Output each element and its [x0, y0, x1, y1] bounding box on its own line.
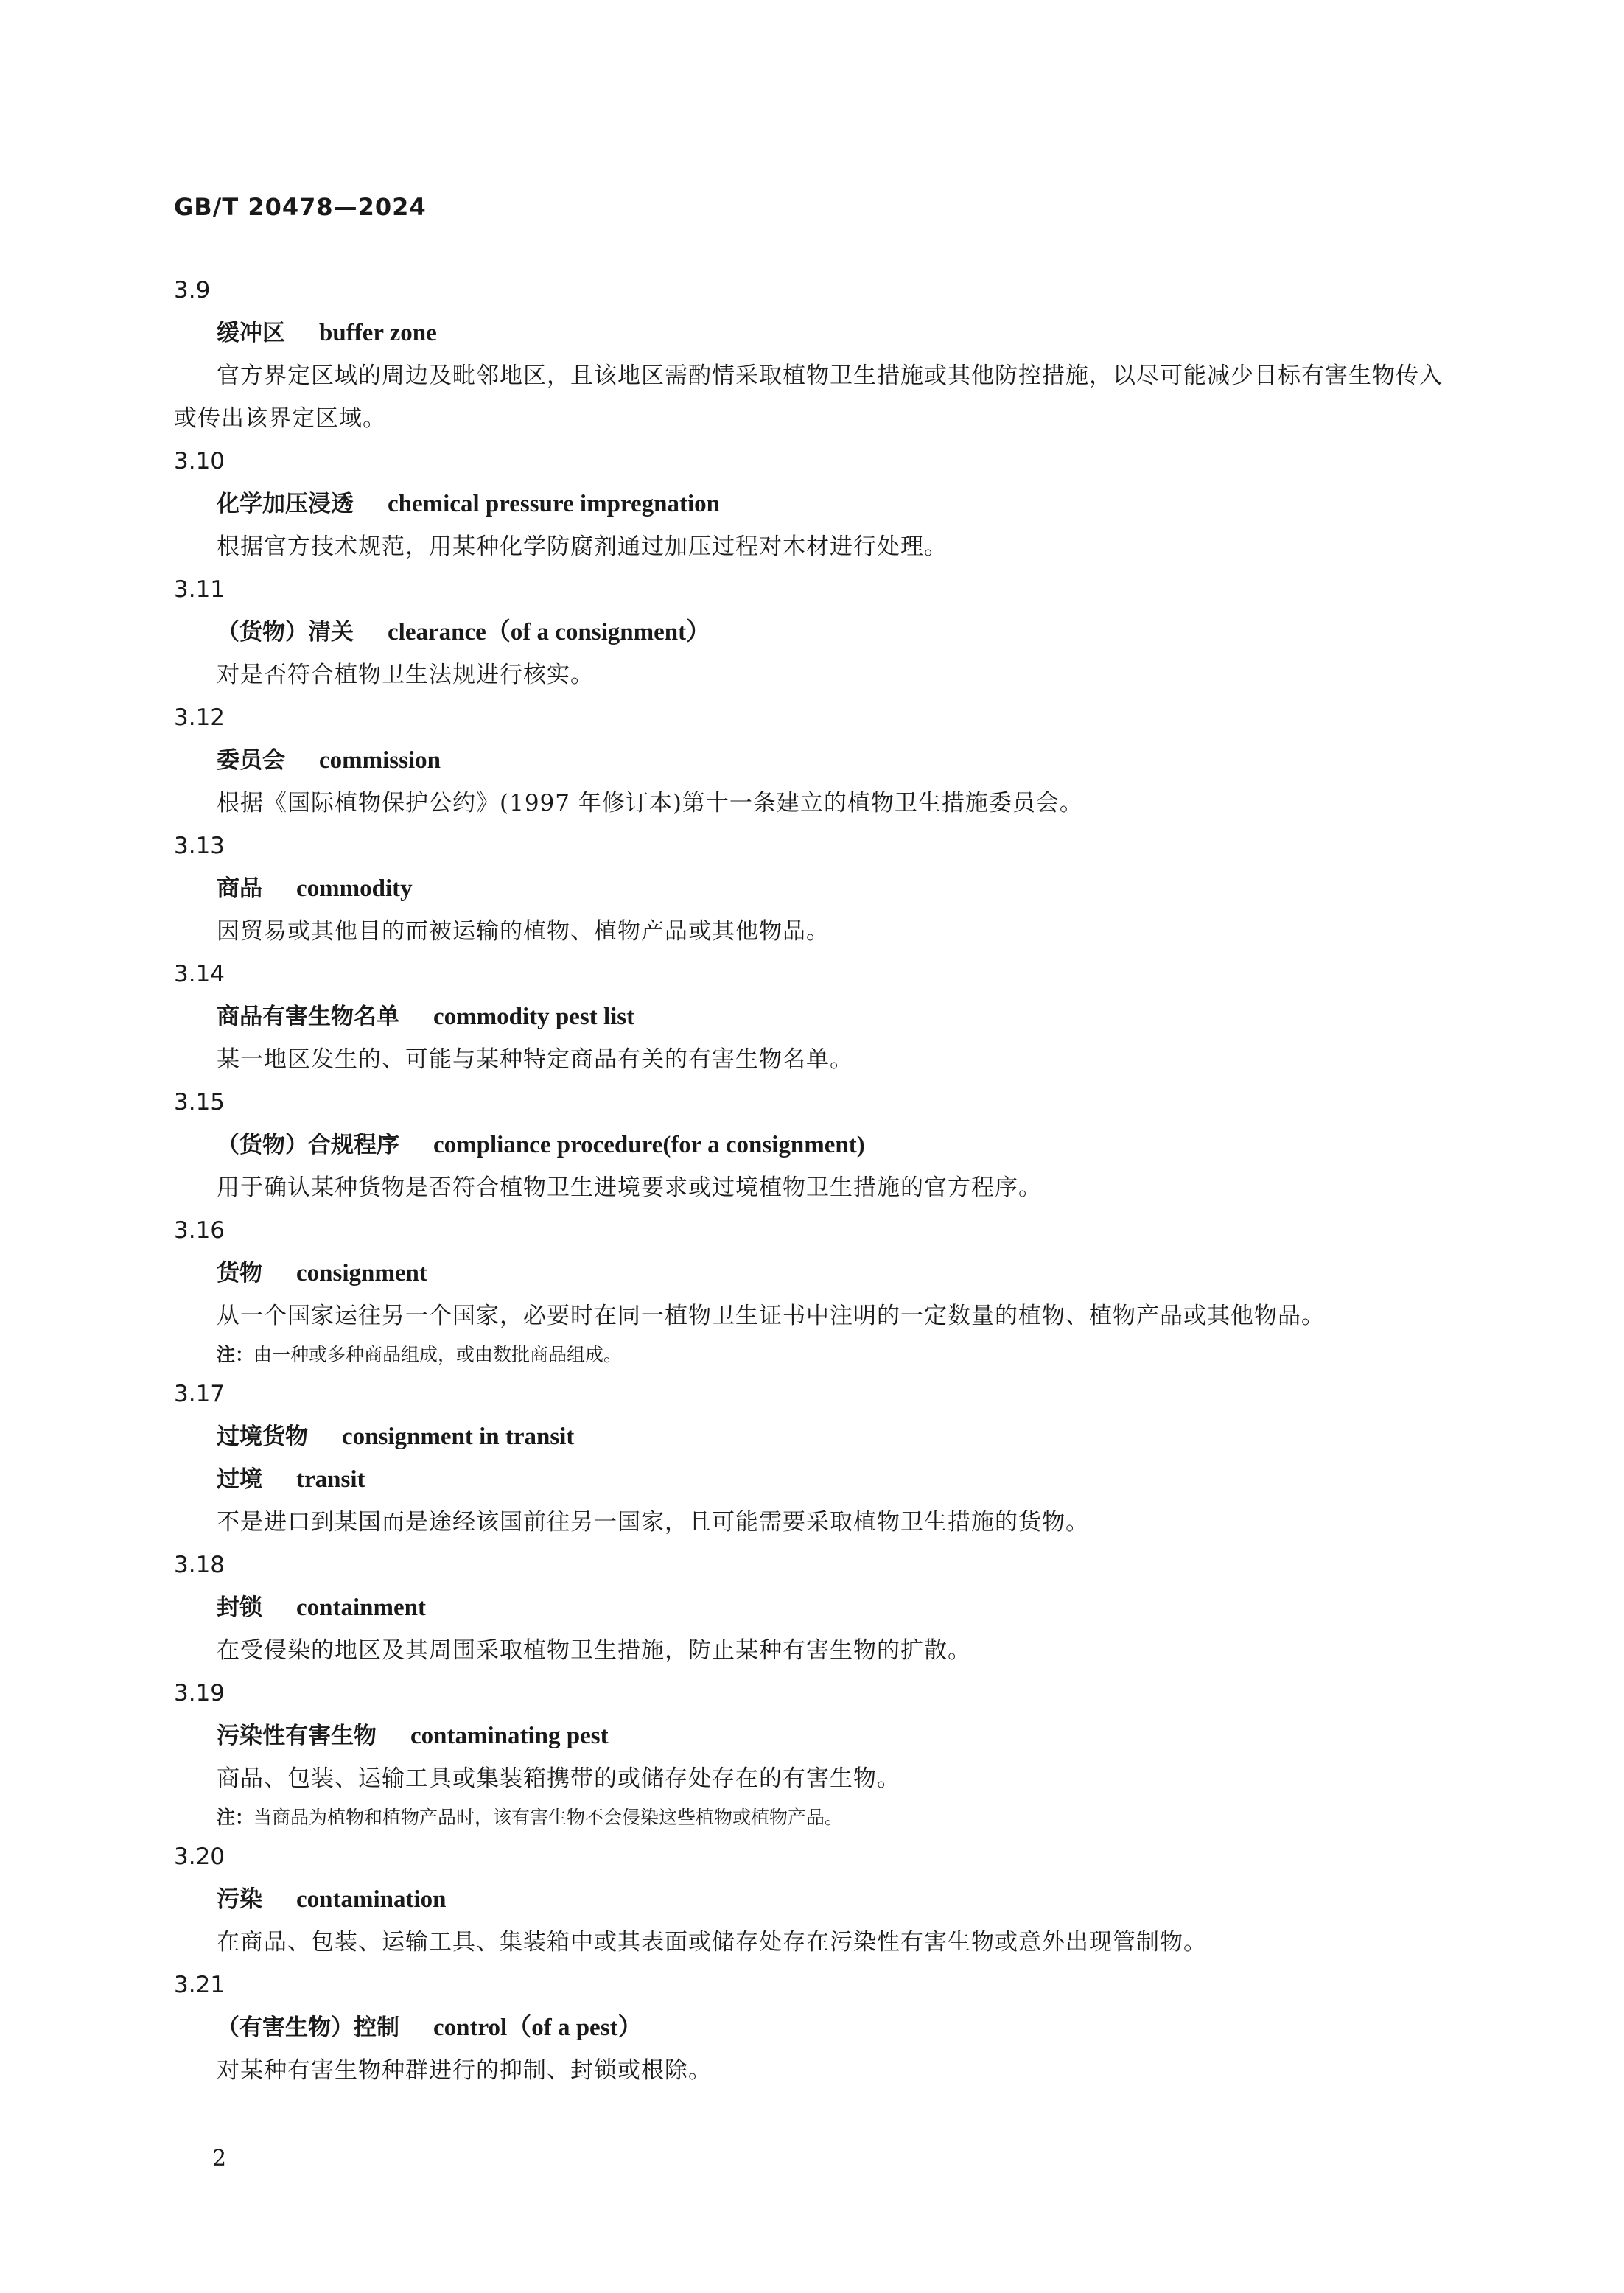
term-definition: 用于确认某种货物是否符合植物卫生进境要求或过境植物卫生措施的官方程序。: [217, 1174, 1042, 1201]
term-heading: [174, 995, 1452, 1038]
clause-number: 3.14: [174, 961, 225, 987]
term-english: commodity pest list: [433, 1004, 635, 1030]
term-entry: [174, 568, 1452, 696]
term-chinese: 过境货物: [217, 1424, 308, 1450]
term-chinese: 商品: [217, 875, 262, 902]
note-label: 注：: [217, 1807, 254, 1828]
term-heading: [174, 483, 1452, 525]
term-entry: [174, 269, 1452, 440]
clause-number: 3.17: [174, 1381, 225, 1407]
term-chinese: 过境: [217, 1466, 262, 1493]
note-text: 当商品为植物和植物产品时，该有害生物不会侵染这些植物或植物产品。: [253, 1807, 844, 1828]
term-heading: [174, 312, 1452, 354]
term-definition: 官方界定区域的周边及毗邻地区，且该地区需酌情采取植物卫生措施或其他防控措施，以尽可能减少目标有害生物传入或传出该界定区域。: [174, 363, 1443, 432]
term-heading: [174, 1878, 1452, 1921]
term-heading: [174, 2006, 1452, 2049]
clause-number: 3.9: [174, 277, 211, 304]
term-heading: [174, 611, 1452, 654]
term-entry: [174, 1209, 1452, 1373]
term-chinese: 封锁: [217, 1594, 262, 1621]
term-english: contamination: [296, 1886, 447, 1913]
term-entry: [174, 1544, 1452, 1672]
term-definition: 因贸易或其他目的而被运输的植物、植物产品或其他物品。: [217, 918, 830, 945]
term-chinese: 污染: [217, 1886, 262, 1913]
term-heading: [174, 1458, 1452, 1501]
term-english: commodity: [296, 875, 413, 902]
clause-number: 3.16: [174, 1217, 225, 1244]
term-english: chemical pressure impregnation: [388, 491, 720, 517]
term-heading: [174, 1715, 1452, 1757]
term-english: compliance procedure(for a consignment): [433, 1132, 865, 1158]
term-entry: [174, 1835, 1452, 1964]
term-english: control（of a pest）: [433, 2014, 643, 2041]
term-heading: [174, 1252, 1452, 1295]
note-label: 注：: [217, 1344, 254, 1365]
term-entry: [174, 1373, 1452, 1544]
term-heading: [174, 1586, 1452, 1629]
term-chinese: 商品有害生物名单: [217, 1004, 399, 1030]
standard-number-header: GB/T 20478—2024: [174, 193, 427, 221]
term-note: [174, 1337, 1452, 1373]
term-definition: 根据《国际植物保护公约》(1997 年修订本)第十一条建立的植物卫生措施委员会。: [217, 790, 1083, 816]
clause-number: 3.12: [174, 704, 225, 731]
term-definition: 不是进口到某国而是途经该国前往另一国家，且可能需要采取植物卫生措施的货物。: [217, 1509, 1089, 1536]
term-heading: [174, 1124, 1452, 1166]
term-definition: 根据官方技术规范，用某种化学防腐剂通过加压过程对木材进行处理。: [217, 533, 948, 560]
note-text: 由一种或多种商品组成，或由数批商品组成。: [253, 1344, 623, 1365]
term-definition: 对某种有害生物种群进行的抑制、封锁或根除。: [217, 2057, 712, 2084]
term-entry: [174, 1081, 1452, 1209]
term-definition: 对是否符合植物卫生法规进行核实。: [217, 662, 594, 688]
term-english: containment: [296, 1594, 426, 1621]
clause-number: 3.19: [174, 1680, 225, 1706]
term-chinese: 污染性有害生物: [217, 1723, 377, 1749]
term-english: consignment: [296, 1260, 427, 1286]
term-entry: [174, 440, 1452, 568]
clause-number: 3.21: [174, 1972, 225, 1998]
term-chinese: （货物）清关: [217, 619, 354, 645]
term-entry: [174, 696, 1452, 825]
term-chinese: 委员会: [217, 747, 285, 774]
term-definition: 在商品、包装、运输工具、集装箱中或其表面或储存处存在污染性有害生物或意外出现管制物。: [217, 1929, 1207, 1956]
term-definition: 在受侵染的地区及其周围采取植物卫生措施，防止某种有害生物的扩散。: [217, 1637, 971, 1664]
term-entry: [174, 1964, 1452, 2092]
term-english: transit: [296, 1466, 365, 1493]
terms-list: [174, 269, 1452, 2092]
term-definition: 某一地区发生的、可能与某种特定商品有关的有害生物名单。: [217, 1046, 853, 1073]
term-english: contaminating pest: [410, 1723, 609, 1749]
term-entry: [174, 953, 1452, 1081]
term-english: clearance（of a consignment）: [388, 619, 711, 645]
clause-number: 3.11: [174, 576, 225, 603]
term-definition: 商品、包装、运输工具或集装箱携带的或储存处存在的有害生物。: [217, 1765, 900, 1792]
term-entry: [174, 1672, 1452, 1835]
clause-number: 3.18: [174, 1552, 225, 1578]
term-heading: [174, 1415, 1452, 1458]
term-note: [174, 1800, 1452, 1835]
term-english: buffer zone: [319, 320, 437, 346]
term-chinese: 缓冲区: [217, 320, 285, 346]
term-heading: [174, 739, 1452, 782]
term-chinese: （货物）合规程序: [217, 1132, 399, 1158]
clause-number: 3.10: [174, 448, 225, 475]
term-entry: [174, 825, 1452, 953]
term-definition: 从一个国家运往另一个国家，必要时在同一植物卫生证书中注明的一定数量的植物、植物产品或其他物品。: [217, 1303, 1325, 1329]
clause-number: 3.20: [174, 1844, 225, 1870]
clause-number: 3.15: [174, 1089, 225, 1116]
term-english: consignment in transit: [342, 1424, 575, 1450]
clause-number: 3.13: [174, 833, 225, 859]
term-chinese: 货物: [217, 1260, 262, 1286]
term-chinese: （有害生物）控制: [217, 2014, 399, 2041]
term-chinese: 化学加压浸透: [217, 491, 354, 517]
term-heading: [174, 867, 1452, 910]
page-number: 2: [212, 2146, 227, 2171]
term-english: commission: [319, 747, 441, 774]
